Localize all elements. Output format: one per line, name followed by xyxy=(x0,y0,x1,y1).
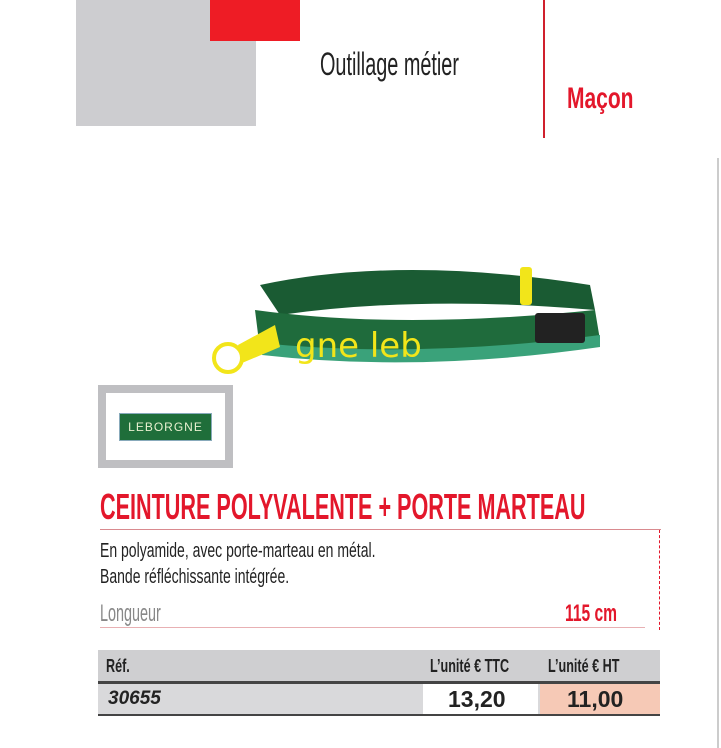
belt-print: gne leb xyxy=(295,326,422,366)
price-ttc: 13,20 xyxy=(448,686,506,712)
brand-logo-text: LEBORGNE xyxy=(119,413,212,441)
brand-logo xyxy=(98,385,233,468)
subcategory-title: Maçon xyxy=(567,82,634,115)
decor-red-block xyxy=(210,0,300,41)
header-ttc: L’unité € TTC xyxy=(430,656,510,676)
product-description-line: Bande réfléchissante intégrée. xyxy=(100,566,290,588)
header-ref: Réf. xyxy=(106,656,130,676)
title-underline xyxy=(100,529,661,530)
spec-label: Longueur xyxy=(100,600,161,627)
price-ht: 11,00 xyxy=(567,686,624,712)
ref-value: 30655 xyxy=(108,688,161,709)
page-edge-line xyxy=(717,158,719,748)
dashed-divider xyxy=(659,530,660,630)
header-ht: L’unité € HT xyxy=(548,656,620,676)
divider xyxy=(543,0,545,138)
product-title: CEINTURE POLYVALENTE + PORTE MARTEAU xyxy=(100,486,586,527)
product-description-line: En polyamide, avec porte-marteau en métal. xyxy=(100,540,376,562)
belt-product-image xyxy=(200,255,620,385)
spec-value: 115 cm xyxy=(565,600,618,627)
category-title: Outillage métier xyxy=(320,46,459,82)
spec-underline xyxy=(100,627,645,628)
